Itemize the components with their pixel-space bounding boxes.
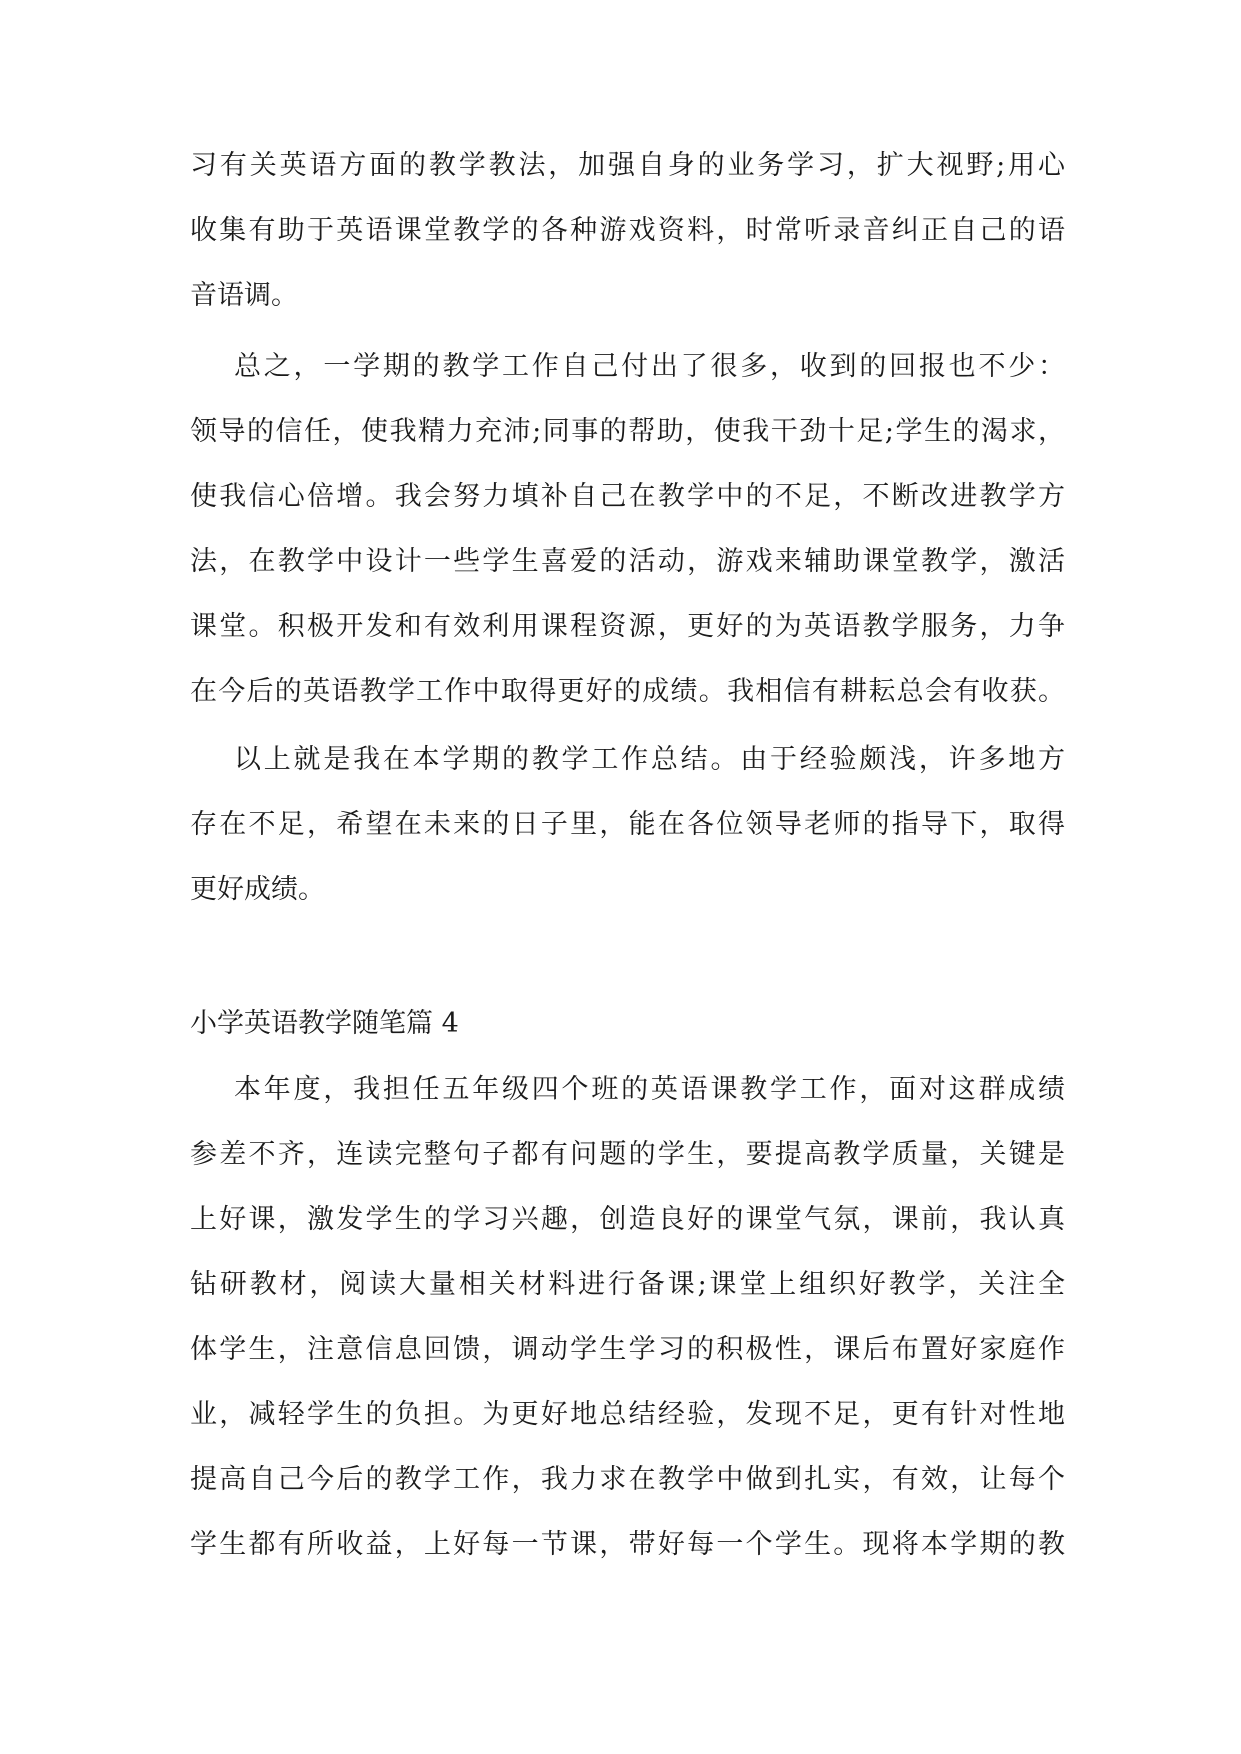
paragraph-line: 学生都有所收益，上好每一节课，带好每一个学生。现将本学期的教 bbox=[190, 1529, 1065, 1560]
paragraph-continuation bbox=[190, 133, 1065, 328]
paragraph-line: 上好课，激发学生的学习兴趣，创造良好的课堂气氛，课前，我认真 bbox=[190, 1204, 1065, 1235]
paragraph-line: 更好成绩。 bbox=[190, 874, 325, 905]
paragraph-line: 音语调。 bbox=[190, 280, 298, 311]
paragraph-line: 习有关英语方面的教学教法，加强自身的业务学习，扩大视野;用心 bbox=[190, 150, 1065, 181]
paragraph-line: 提高自己今后的教学工作，我力求在教学中做到扎实，有效，让每个 bbox=[190, 1464, 1065, 1495]
paragraph-line: 总之，一学期的教学工作自己付出了很多，收到的回报也不少： bbox=[234, 351, 1065, 382]
paragraph-line: 本年度，我担任五年级四个班的英语课教学工作，面对这群成绩 bbox=[234, 1074, 1065, 1105]
paragraph-line: 参差不齐，连读完整句子都有问题的学生，要提高教学质量，关键是 bbox=[190, 1139, 1065, 1170]
section-heading: 小学英语教学随笔篇 4 bbox=[190, 1008, 459, 1039]
paragraph-line: 使我信心倍增。我会努力填补自己在教学中的不足，不断改进教学方 bbox=[190, 481, 1065, 512]
paragraph-line: 在今后的英语教学工作中取得更好的成绩。我相信有耕耘总会有收获。 bbox=[190, 676, 1065, 707]
paragraph-line: 收集有助于英语课堂教学的各种游戏资料，时常听录音纠正自己的语 bbox=[190, 215, 1065, 246]
paragraph-section4 bbox=[190, 1057, 1065, 1577]
paragraph-line: 领导的信任，使我精力充沛;同事的帮助，使我干劲十足;学生的渴求， bbox=[190, 416, 1065, 447]
paragraph-line: 存在不足，希望在未来的日子里，能在各位领导老师的指导下，取得 bbox=[190, 809, 1065, 840]
paragraph-line: 体学生，注意信息回馈，调动学生学习的积极性，课后布置好家庭作 bbox=[190, 1334, 1065, 1365]
paragraph-line: 以上就是我在本学期的教学工作总结。由于经验颇浅，许多地方 bbox=[234, 744, 1065, 775]
paragraph-line: 法，在教学中设计一些学生喜爱的活动，游戏来辅助课堂教学，激活 bbox=[190, 546, 1065, 577]
paragraph-line: 课堂。积极开发和有效利用课程资源，更好的为英语教学服务，力争 bbox=[190, 611, 1065, 642]
paragraph-closing bbox=[190, 727, 1065, 922]
paragraph-line: 钻研教材，阅读大量相关材料进行备课;课堂上组织好教学，关注全 bbox=[190, 1269, 1065, 1300]
paragraph-summary bbox=[190, 334, 1065, 724]
paragraph-line: 业，减轻学生的负担。为更好地总结经验，发现不足，更有针对性地 bbox=[190, 1399, 1065, 1430]
